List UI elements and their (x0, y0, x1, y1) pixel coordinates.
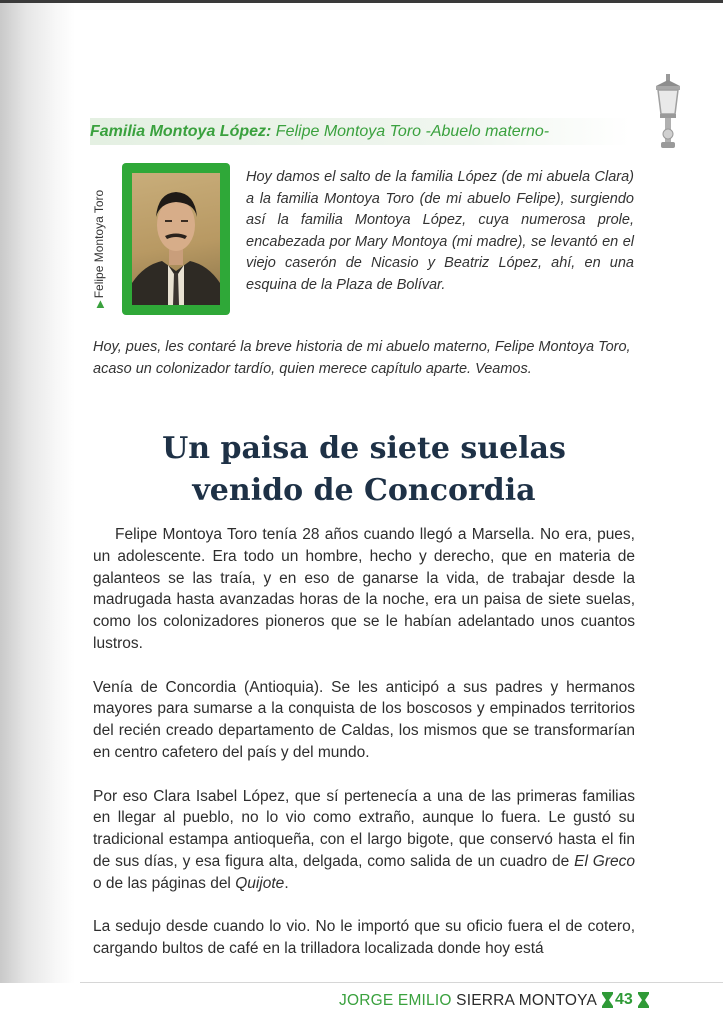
page-number-ornament-icon (638, 992, 649, 1008)
artwork-reference: El Greco (574, 852, 635, 870)
page-gutter-shadow (0, 3, 75, 983)
family-heading (90, 118, 630, 145)
page-number-ornament-icon (602, 992, 613, 1008)
body-paragraph-1: Felipe Montoya Toro tenía 28 años cuando llegó a Marsella. No era, pues, un adolescente. Era todo un hombre, hecho y derecho, que en materia de galanteos se las traía, y en eso de ganarse la vida, de trabajar desde la madrugada hasta avanzadas horas de la noche, era un paisa de siete suelas, como los colonizadores pioneros que se le habían adelantado unos cuantos lustros. (93, 526, 635, 652)
chapter-title (93, 428, 635, 512)
page-number-value: 43 (615, 991, 633, 1008)
book-reference: Quijote (235, 874, 285, 892)
author-last-name: SIERRA MONTOYA (456, 992, 598, 1009)
author-first-name: JORGE EMILIO (339, 992, 452, 1009)
body-paragraph-2: Venía de Concordia (Antioquia). Se les anticipó a sus padres y hermanos mayores para sumarse a la conquista de los boscosos y empinados territorios del recién creado departamento de Caldas, los mismos que se transformarían en centro cafetero del país y del mundo. (93, 678, 635, 761)
body-paragraph-3: Por eso Clara Isabel López, que sí pertenecía a una de las primeras familias en llegar al pueblo, no lo vio como extraño, aunque lo fuera. Le gustó su tradicional estampa antioqueña, con el largo bigote, que conservó hasta el fin de sus días, y esa figura alta, delgada, como salida de un cuadro de El Greco o de las páginas del Quijote. (93, 787, 635, 892)
page-number (602, 989, 650, 1011)
footer-author (339, 991, 597, 1011)
portrait-photo (122, 163, 230, 315)
lead-paragraph: Hoy, pues, les contaré la breve historia de mi abuelo materno, Felipe Montoya Toro, acaso un colonizador tardío, quien merece capítulo aparte. Veamos. (93, 339, 631, 377)
family-heading-rest: Felipe Montoya Toro -Abuelo materno- (271, 123, 550, 140)
chapter-title-line-1: Un paisa de siete suelas (162, 431, 566, 466)
street-lamp-icon (648, 74, 688, 154)
portrait-image (132, 173, 220, 305)
photo-caption (88, 186, 110, 308)
photo-caption-text: Felipe Montoya Toro (92, 189, 106, 299)
footer-divider (80, 982, 723, 983)
family-heading-bold: Familia Montoya López: (90, 123, 272, 140)
top-border (0, 0, 723, 3)
chapter-title-line-2: venido de Concordia (192, 473, 536, 508)
body-text (93, 524, 635, 982)
intro-paragraph: Hoy damos el salto de la familia López (de mi abuela Clara) a la familia Montoya Toro (de mi abuelo Felipe), surgiendo así la familia Montoya López, cuya numerosa prole, encabezada por Mary Montoya (mi madre), se levantó en el viejo caserón de Nicasio y Beatriz López, ahí, en una esquina de la Plaza de Bolívar. (246, 169, 634, 293)
body-paragraph-4: La sedujo desde cuando lo vio. No le importó que su oficio fuera el de cotero, cargando bultos de café en la trilladora localizada donde hoy está (93, 918, 635, 958)
caption-triangle-icon: ▶ (95, 300, 106, 308)
